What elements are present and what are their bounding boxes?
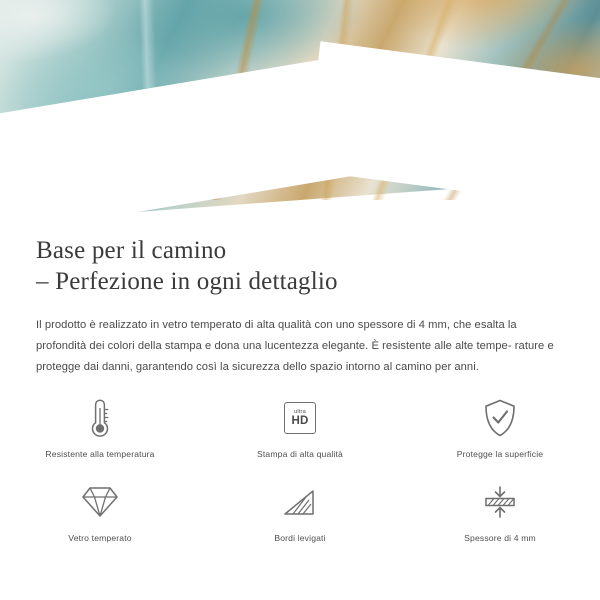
feature-surface-protection: [400, 395, 600, 473]
headline-line-2: – Perfezione in ogni dettaglio: [36, 268, 338, 295]
feature-label: Stampa di alta qualità: [257, 449, 343, 459]
feature-grid: [0, 395, 600, 557]
badge-main-text: HD: [291, 415, 309, 427]
diamond-icon: [81, 479, 119, 525]
feature-label: Vetro temperato: [68, 533, 132, 543]
shield-check-icon: [483, 395, 517, 441]
description-line-1: Il prodotto è realizzato in vetro temperato di alta qualità con uno spessore di 4 mm, che esalta: [36, 319, 505, 331]
thermometer-icon: [88, 395, 112, 441]
feature-label: Resistente alla temperatura: [45, 449, 155, 459]
hero-image: [0, 0, 600, 215]
feature-polished-edges: [200, 479, 400, 557]
feature-label: Bordi levigati: [274, 533, 326, 543]
feature-label: Spessore di 4 mm: [464, 533, 536, 543]
feature-tempered-glass: [0, 479, 200, 557]
ultra-hd-icon: [284, 395, 316, 441]
headline-line-1: Base per il camino: [36, 237, 227, 264]
feature-print-quality: [200, 395, 400, 473]
text-content: [0, 215, 600, 378]
feature-thickness: [400, 479, 600, 557]
feature-temperature-resistant: [0, 395, 200, 473]
feature-label: Protegge la superficie: [456, 449, 544, 459]
description-line-2: la profondità dei colori della stampa e dona una lucentezza elegante. È resistente alle alte tempe-: [36, 319, 517, 352]
page-title: [36, 235, 600, 297]
polished-edges-icon: [282, 479, 318, 525]
badge-top-text: ultra: [294, 409, 306, 415]
product-description: [36, 315, 564, 378]
description-line-3: rature e protegge dai danni, garantendo così la sicurezza dello spazio intorno al camino per anni.: [36, 340, 554, 373]
thickness-icon: [482, 479, 518, 525]
